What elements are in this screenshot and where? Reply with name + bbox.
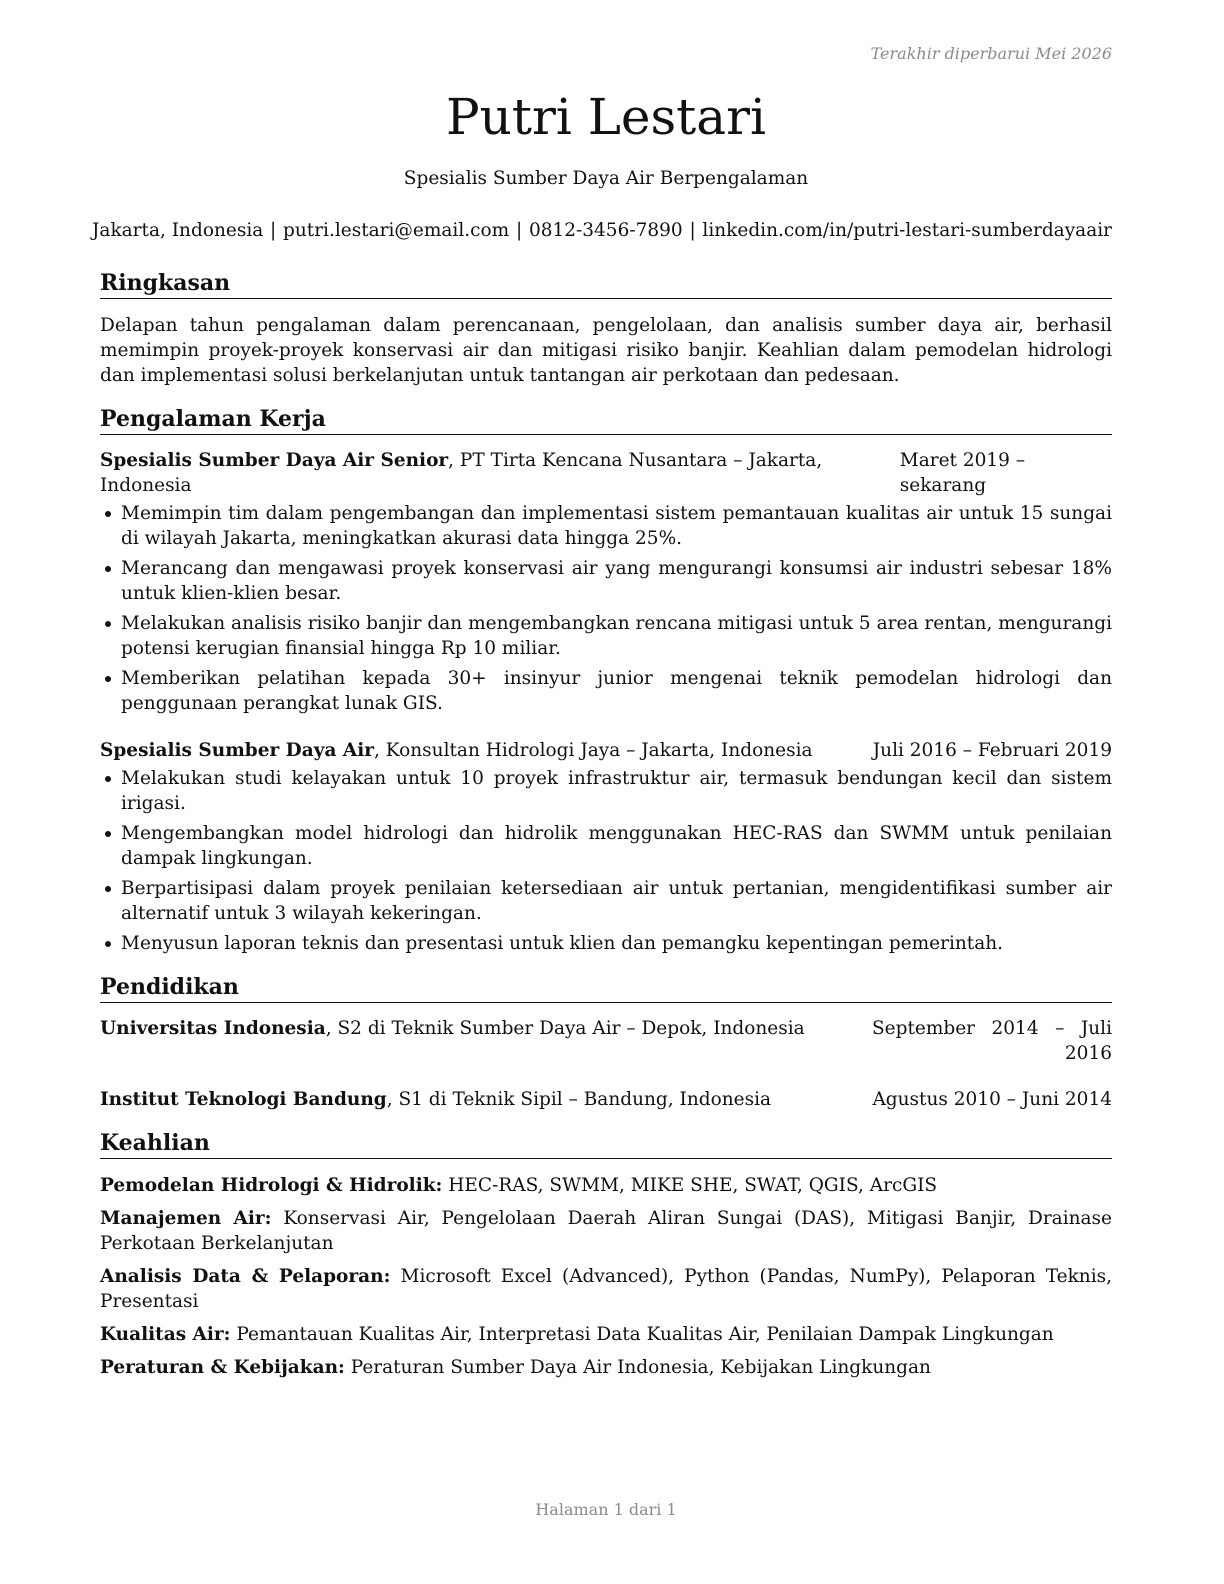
job-bullet: Memimpin tim dalam pengembangan dan implementasi sistem pemantauan kualitas air untuk 15 sungai di wilayah Jakarta, meningkatkan akurasi data hingga 25%.: [100, 501, 1112, 551]
education-school: Institut Teknologi Bandung: [100, 1089, 387, 1110]
page-number: Halaman 1 dari 1: [535, 1500, 677, 1519]
job-bullet: Menyusun laporan teknis dan presentasi untuk klien dan pemangku kepentingan pemerintah.: [100, 931, 1112, 956]
skill-item: [100, 1322, 1112, 1347]
education-dates: Agustus 2010 – Juni 2014: [872, 1089, 1112, 1110]
job-bullets: [100, 766, 1112, 956]
skill-value: HEC-RAS, SWMM, MIKE SHE, SWAT, QGIS, ArcGIS: [442, 1175, 938, 1196]
education-school: Universitas Indonesia: [100, 1018, 326, 1039]
skill-item: [100, 1173, 1112, 1198]
education-item: [100, 1087, 1112, 1112]
skill-value: Microsoft Excel (Advanced), Python (Pandas, NumPy), Pelaporan Teknis, Presentasi: [100, 1266, 1113, 1312]
job-org: , Konsultan Hidrologi Jaya – Jakarta, Indonesia: [374, 740, 813, 761]
skill-item: [100, 1355, 1112, 1380]
skill-label: Analisis Data & Pelaporan:: [100, 1266, 391, 1287]
skill-item: [100, 1206, 1112, 1256]
job-bullet: Memberikan pelatihan kepada 30+ insinyur junior mengenai teknik pemodelan hidrologi dan penggunaan perangkat lunak GIS.: [100, 666, 1112, 716]
education-degree: , S1 di Teknik Sipil – Bandung, Indonesia: [386, 1089, 772, 1110]
education-section: [100, 972, 1112, 1112]
skill-label: Peraturan & Kebijakan:: [100, 1357, 345, 1378]
resume-content: [100, 268, 1112, 1388]
contact-separator: |: [515, 220, 523, 241]
education-degree: , S2 di Teknik Sumber Daya Air – Depok, Indonesia: [325, 1018, 805, 1039]
skill-value: Konservasi Air, Pengelolaan Daerah Aliran Sungai (DAS), Mitigasi Banjir, Drainase Perkotaan Berkelanjutan: [100, 1208, 1113, 1254]
skills-section: [100, 1128, 1112, 1380]
person-name: Putri Lestari: [446, 88, 766, 146]
job-title-line: [100, 738, 813, 763]
job-header: [100, 448, 1112, 498]
contact-separator: |: [689, 220, 696, 241]
job-role: Spesialis Sumber Daya Air: [100, 740, 375, 761]
section-title-experience: Pengalaman Kerja: [100, 404, 1112, 435]
job-title-line: [100, 448, 900, 498]
contact-bar: [92, 218, 1112, 244]
job-bullet: Melakukan studi kelayakan untuk 10 proyek infrastruktur air, termasuk bendungan kecil dan sistem irigasi.: [100, 766, 1112, 816]
skill-label: Kualitas Air:: [100, 1324, 231, 1345]
section-title-skills: Keahlian: [100, 1128, 1112, 1159]
job-org: , PT Tirta Kencana Nusantara – Jakarta, Indonesia: [100, 450, 823, 496]
job-bullets: [100, 501, 1112, 716]
job-dates: Juli 2016 – Februari 2019: [872, 740, 1112, 761]
skill-item: [100, 1264, 1112, 1314]
job-bullet: Melakukan analisis risiko banjir dan mengembangkan rencana mitigasi untuk 5 area rentan, mengurangi potensi kerugian finansial hingga Rp 10 miliar.: [100, 611, 1112, 661]
skill-label: Manajemen Air:: [100, 1208, 272, 1229]
education-line: [100, 1087, 771, 1112]
education-dates: September 2014 – Juli 2016: [872, 1018, 1112, 1064]
skill-value: Peraturan Sumber Daya Air Indonesia, Kebijakan Lingkungan: [344, 1357, 931, 1378]
job-role: Spesialis Sumber Daya Air Senior: [100, 450, 449, 471]
job-dates: Maret 2019 – sekarang: [899, 450, 1026, 496]
section-title-education: Pendidikan: [100, 972, 1112, 1003]
contact-phone[interactable]: 0812-3456-7890: [528, 220, 683, 241]
person-title: Spesialis Sumber Daya Air Berpengalaman: [403, 168, 809, 189]
experience-section: [100, 404, 1112, 956]
contact-location: Jakarta, Indonesia: [92, 220, 264, 241]
contact-email[interactable]: putri.lestari@email.com: [283, 220, 510, 241]
job-bullet: Berpartisipasi dalam proyek penilaian ketersediaan air untuk pertanian, mengidentifikasi sumber air alternatif untuk 3 wilayah kekeringan.: [100, 876, 1112, 926]
last-updated-note: Terakhir diperbarui Mei 2026: [870, 44, 1112, 63]
skill-value: Pemantauan Kualitas Air, Interpretasi Data Kualitas Air, Penilaian Dampak Lingkungan: [230, 1324, 1054, 1345]
summary-text: Delapan tahun pengalaman dalam perencanaan, pengelolaan, dan analisis sumber daya air, berhasil memimpin proyek-proyek konservasi air dan mitigasi risiko banjir. Keahlian dalam pemodelan hidrologi dan implementasi solusi berkelanjutan untuk tantangan air perkotaan dan pedesaan.: [100, 315, 1112, 386]
contact-separator: |: [270, 220, 277, 241]
skills-list: [100, 1173, 1112, 1380]
contact-linkedin[interactable]: linkedin.com/in/putri-lestari-sumberdayaair: [702, 220, 1112, 241]
education-line: [100, 1016, 805, 1041]
job-header: [100, 738, 1112, 763]
section-title-summary: Ringkasan: [100, 268, 1112, 299]
education-item: [100, 1016, 1112, 1066]
job-bullet: Merancang dan mengawasi proyek konservasi air yang mengurangi konsumsi air industri sebesar 18% untuk klien-klien besar.: [100, 556, 1112, 606]
job-bullet: Mengembangkan model hidrologi dan hidrolik menggunakan HEC-RAS dan SWMM untuk penilaian dampak lingkungan.: [100, 821, 1112, 871]
skill-label: Pemodelan Hidrologi & Hidrolik:: [100, 1175, 443, 1196]
